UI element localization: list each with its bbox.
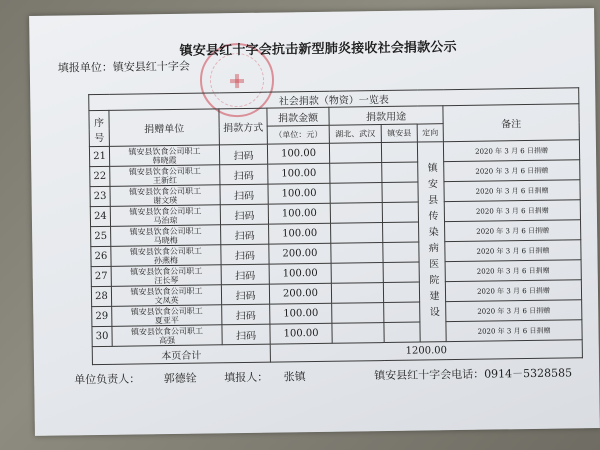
row-purpose-zhenan: [382, 162, 418, 183]
row-purpose-hubei: [331, 223, 383, 244]
row-donor-name: 马治琼: [153, 215, 178, 225]
row-purpose-hubei: [331, 243, 383, 264]
row-donor-org: 镇安县饮食公司职工: [130, 286, 203, 297]
row-purpose-zhenan: [383, 242, 419, 263]
donation-table: [88, 87, 583, 365]
row-donor: [109, 145, 219, 167]
row-amount: 100.00: [270, 303, 332, 324]
row-donor: [112, 325, 222, 347]
row-purpose-hubei: [329, 143, 381, 164]
row-purpose-zhenan: [383, 222, 419, 243]
header-amount-unit: （单位：元）: [267, 125, 329, 144]
row-seq: 28: [91, 286, 111, 306]
row-donor: [111, 245, 221, 267]
row-purpose-hubei: [330, 163, 382, 184]
row-donor: [110, 185, 220, 207]
row-remark: 2020 年 3 月 6 日捐赠: [444, 200, 580, 222]
row-donor-name: 汪长琴: [154, 275, 179, 285]
row-method: 扫码: [220, 184, 268, 205]
directed-purpose-cell: [417, 142, 446, 342]
row-seq: 21: [89, 146, 109, 166]
row-purpose-zhenan: [383, 282, 419, 303]
table-caption: 社会捐款（物资）一览表: [89, 88, 579, 111]
row-method: 扫码: [220, 204, 268, 225]
reporting-unit-value: 镇安县红十字会: [112, 59, 190, 74]
header-purpose-hubei: 湖北、武汉: [329, 125, 381, 144]
header-purpose-directed: 定向: [417, 124, 443, 142]
row-purpose-zhenan: [381, 142, 417, 163]
filler-field: [224, 368, 306, 385]
row-amount: 100.00: [267, 143, 329, 164]
row-remark: 2020 年 3 月 6 日捐赠: [445, 260, 581, 282]
table-body: [89, 140, 582, 347]
row-donor-org: 镇安县饮食公司职工: [128, 146, 201, 157]
row-purpose-hubei: [331, 263, 383, 284]
row-purpose-hubei: [331, 283, 383, 304]
reporting-unit: [58, 58, 190, 76]
row-remark: 2020 年 3 月 6 日捐赠: [445, 240, 581, 262]
row-method: 扫码: [221, 264, 269, 285]
phone-field: 镇安县红十字会电话：0914－5328585: [374, 366, 573, 383]
row-donor-org: 镇安县饮食公司职工: [130, 306, 203, 317]
row-amount: 100.00: [269, 223, 331, 244]
header-seq: 序号: [89, 110, 110, 146]
document-title: 镇安县红十字会抗击新型肺炎接收社会捐款公示: [179, 39, 457, 59]
row-method: 扫码: [220, 164, 268, 185]
row-remark: 2020 年 3 月 6 日捐赠: [444, 180, 580, 202]
row-donor-name: 夏亚平: [154, 315, 179, 325]
row-amount: 100.00: [268, 203, 330, 224]
row-donor-name: 马晓梅: [153, 235, 178, 245]
row-donor-name: 孙燕梅: [153, 255, 179, 265]
row-method: 扫码: [222, 324, 270, 345]
row-seq: 29: [92, 306, 112, 326]
row-purpose-hubei: [330, 183, 382, 204]
header-method: 捐款方式: [219, 108, 267, 145]
row-donor-name: 谢文瑛: [153, 195, 178, 205]
row-method: 扫码: [221, 284, 269, 305]
row-donor-name: 高强: [159, 335, 176, 345]
document-sheet: [29, 8, 600, 436]
reporting-unit-label: 填报单位：: [57, 60, 113, 75]
row-donor: [110, 205, 220, 227]
row-amount: 200.00: [269, 243, 331, 264]
header-purpose: 捐款用途: [329, 106, 443, 126]
row-purpose-zhenan: [384, 322, 420, 343]
row-remark: 2020 年 3 月 6 日捐赠: [446, 300, 582, 322]
row-amount: 100.00: [269, 263, 331, 284]
row-remark: 2020 年 3 月 6 日捐赠: [445, 280, 581, 302]
filler-value: 张镇: [283, 370, 306, 384]
row-amount: 100.00: [268, 163, 330, 184]
row-donor: [110, 165, 220, 187]
row-seq: 25: [91, 226, 111, 246]
total-value: 1200.00: [270, 340, 582, 362]
row-method: 扫码: [221, 224, 269, 245]
row-donor-org: 镇安县饮食公司职工: [129, 226, 202, 237]
row-donor-org: 镇安县饮食公司职工: [130, 266, 203, 277]
row-seq: 30: [92, 326, 112, 346]
row-purpose-hubei: [332, 303, 384, 324]
row-donor: [111, 225, 221, 247]
row-seq: 23: [90, 186, 110, 206]
row-donor: [111, 285, 221, 307]
directed-purpose: 镇安县传染病医院建设: [425, 161, 439, 322]
row-donor-name: 韩晓霞: [152, 155, 177, 165]
header-remark: 备注: [443, 104, 579, 142]
row-purpose-zhenan: [383, 262, 419, 283]
stamp-cross-icon: [235, 74, 239, 88]
row-seq: 22: [90, 166, 110, 186]
row-seq: 26: [91, 246, 111, 266]
row-donor-org: 镇安县饮食公司职工: [129, 206, 202, 217]
filler-label: 填报人：: [224, 370, 269, 385]
row-donor: [112, 305, 222, 327]
header-purpose-zhenan: 镇安县: [381, 124, 417, 143]
row-method: 扫码: [222, 304, 270, 325]
row-amount: 200.00: [269, 283, 331, 304]
row-donor: [111, 265, 221, 287]
row-purpose-zhenan: [382, 182, 418, 203]
row-donor-name: 文凤英: [154, 295, 179, 305]
row-amount: 100.00: [268, 183, 330, 204]
row-remark: 2020 年 3 月 6 日捐赠: [443, 140, 579, 162]
row-remark: 2020 年 3 月 6 日捐赠: [446, 320, 582, 342]
row-purpose-hubei: [332, 323, 384, 344]
row-method: 扫码: [219, 144, 267, 165]
leader-label: 单位负责人：: [74, 372, 141, 387]
row-purpose-hubei: [330, 203, 382, 224]
leader-value: 郭德铨: [163, 371, 197, 386]
row-remark: 2020 年 3 月 6 日捐赠: [445, 220, 581, 242]
leader-field: [74, 370, 197, 388]
row-remark: 2020 年 3 月 6 日捐赠: [444, 160, 580, 182]
row-method: 扫码: [221, 244, 269, 265]
row-seq: 24: [90, 206, 110, 226]
row-donor-org: 镇安县饮食公司职工: [130, 326, 204, 337]
row-seq: 27: [91, 266, 111, 286]
row-donor-org: 镇安县饮食公司职工: [128, 186, 202, 197]
row-donor-name: 王新红: [152, 175, 177, 185]
total-label: 本页合计: [92, 344, 270, 364]
row-purpose-zhenan: [384, 302, 420, 323]
row-donor-org: 镇安县饮食公司职工: [129, 246, 202, 257]
header-amount: 捐款金额: [267, 107, 329, 126]
header-donor: 捐赠单位: [109, 109, 219, 147]
row-amount: 100.00: [270, 323, 332, 344]
row-donor-org: 镇安县饮食公司职工: [128, 166, 201, 177]
row-purpose-zhenan: [382, 202, 418, 223]
